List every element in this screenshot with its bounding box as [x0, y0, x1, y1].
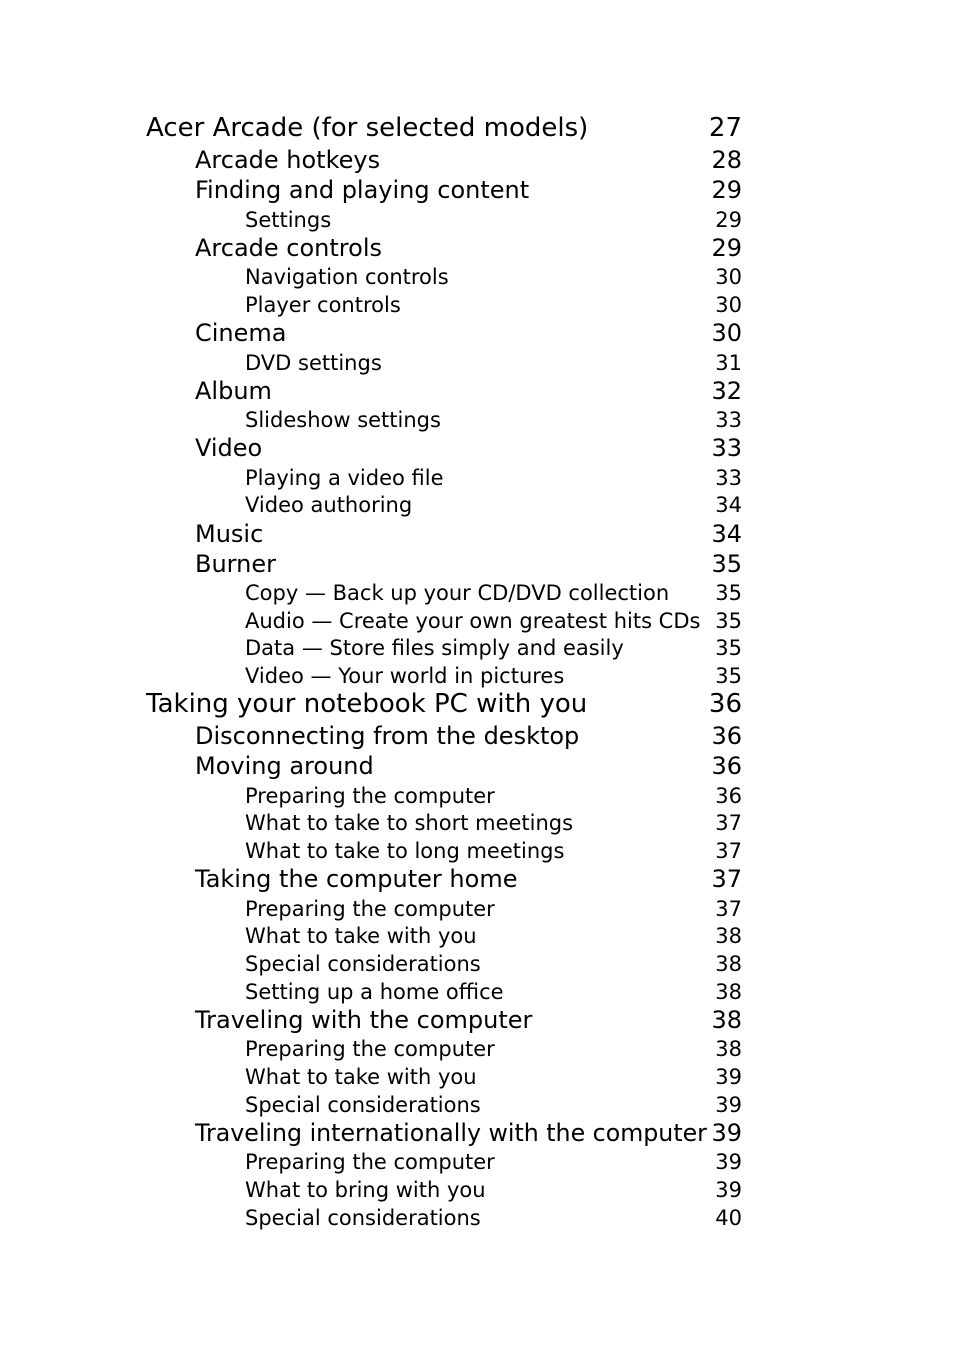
- toc-entry[interactable]: [0, 1206, 954, 1230]
- toc-entry[interactable]: [0, 1119, 954, 1147]
- toc-entry-page: 35: [711, 550, 742, 578]
- toc-entry-page: 31: [715, 351, 742, 375]
- toc-entry-page: 33: [711, 434, 742, 462]
- toc-entry[interactable]: [0, 581, 954, 605]
- toc-entry-title: Burner: [195, 550, 276, 578]
- toc-entry-page: 29: [711, 176, 742, 204]
- toc-entry-page: 37: [715, 897, 742, 921]
- toc-entry[interactable]: [0, 234, 954, 262]
- toc-entry-title: Navigation controls: [245, 265, 449, 289]
- toc-entry[interactable]: [0, 1093, 954, 1117]
- toc-entry[interactable]: [0, 752, 954, 780]
- toc-entry[interactable]: [0, 1178, 954, 1202]
- toc-entry[interactable]: [0, 839, 954, 863]
- toc-entry-page: 39: [715, 1093, 742, 1117]
- toc-entry-page: 35: [715, 636, 742, 660]
- toc-entry-title: Video — Your world in pictures: [245, 664, 565, 688]
- toc-entry-title: Preparing the computer: [245, 1150, 495, 1174]
- toc-entry-page: 29: [715, 208, 742, 232]
- toc-entry-page: 37: [715, 839, 742, 863]
- toc-entry-page: 38: [715, 1037, 742, 1061]
- toc-entry-title: Setting up a home office: [245, 980, 504, 1004]
- toc-entry[interactable]: [0, 319, 954, 347]
- toc-entry[interactable]: [0, 897, 954, 921]
- toc-entry[interactable]: [0, 664, 954, 688]
- toc-entry-title: Player controls: [245, 293, 401, 317]
- toc-entry-page: 34: [715, 493, 742, 517]
- toc-entry-title: What to bring with you: [245, 1178, 486, 1202]
- toc-entry-page: 38: [715, 952, 742, 976]
- toc-entry-page: 39: [715, 1150, 742, 1174]
- toc-entry-title: Moving around: [195, 752, 374, 780]
- toc-entry-title: Video: [195, 434, 263, 462]
- toc-entry-title: Playing a video file: [245, 466, 444, 490]
- toc-entry-title: Taking the computer home: [195, 865, 518, 893]
- toc-entry-title: Special considerations: [245, 1093, 481, 1117]
- toc-entry-title: Data — Store files simply and easily: [245, 636, 624, 660]
- toc-entry-title: Cinema: [195, 319, 287, 347]
- toc-entry-page: 32: [711, 377, 742, 405]
- toc-entry-title: Video authoring: [245, 493, 413, 517]
- toc-entry[interactable]: [0, 865, 954, 893]
- toc-entry[interactable]: [0, 520, 954, 548]
- toc-entry[interactable]: [0, 980, 954, 1004]
- toc-entry[interactable]: [0, 609, 954, 633]
- toc-entry[interactable]: [0, 377, 954, 405]
- toc-entry-page: 33: [715, 466, 742, 490]
- toc-entry-page: 28: [711, 146, 742, 174]
- toc-entry-page: 35: [715, 609, 742, 633]
- toc-entry-page: 35: [715, 581, 742, 605]
- toc-entry-title: Album: [195, 377, 272, 405]
- toc-entry[interactable]: [0, 208, 954, 232]
- toc-entry-page: 30: [711, 319, 742, 347]
- toc-entry-page: 37: [711, 865, 742, 893]
- toc-entry-title: What to take to long meetings: [245, 839, 565, 863]
- toc-entry[interactable]: [0, 176, 954, 204]
- toc-entry-page: 39: [715, 1178, 742, 1202]
- toc-entry[interactable]: [0, 784, 954, 808]
- toc-entry-title: Music: [195, 520, 264, 548]
- toc-entry[interactable]: [0, 265, 954, 289]
- toc-entry[interactable]: [0, 1065, 954, 1089]
- toc-entry-title: Disconnecting from the desktop: [195, 722, 580, 750]
- toc-entry-page: 39: [715, 1065, 742, 1089]
- toc-entry-page: 39: [711, 1119, 742, 1147]
- toc-entry-title: Preparing the computer: [245, 897, 495, 921]
- toc-entry-title: Arcade hotkeys: [195, 146, 381, 174]
- toc-entry-title: Preparing the computer: [245, 1037, 495, 1061]
- toc-entry[interactable]: [0, 113, 954, 143]
- toc-entry-page: 35: [715, 664, 742, 688]
- toc-entry[interactable]: [0, 811, 954, 835]
- toc-entry-title: Audio — Create your own greatest hits CDs: [245, 609, 701, 633]
- toc-entry-title: What to take with you: [245, 924, 477, 948]
- toc-entry-title: DVD settings: [245, 351, 382, 375]
- toc-entry[interactable]: [0, 689, 954, 719]
- toc-entry[interactable]: [0, 550, 954, 578]
- toc-entry-title: Preparing the computer: [245, 784, 495, 808]
- toc-entry[interactable]: [0, 1150, 954, 1174]
- toc-entry[interactable]: [0, 722, 954, 750]
- toc-entry[interactable]: [0, 924, 954, 948]
- toc-entry-page: 37: [715, 811, 742, 835]
- toc-entry-title: What to take with you: [245, 1065, 477, 1089]
- toc-entry-page: 40: [715, 1206, 742, 1230]
- toc-entry[interactable]: [0, 466, 954, 490]
- toc-entry-page: 29: [711, 234, 742, 262]
- toc-entry-page: 33: [715, 408, 742, 432]
- toc-entry-title: Arcade controls: [195, 234, 382, 262]
- toc-entry-title: Slideshow settings: [245, 408, 441, 432]
- toc-entry[interactable]: [0, 146, 954, 174]
- toc-entry-title: Traveling with the computer: [195, 1006, 533, 1034]
- toc-entry-title: Settings: [245, 208, 332, 232]
- toc-entry-page: 38: [715, 980, 742, 1004]
- toc-entry-title: Acer Arcade (for selected models): [146, 113, 589, 143]
- toc-entry-page: 30: [715, 265, 742, 289]
- toc-entry-page: 36: [711, 752, 742, 780]
- toc-entry[interactable]: [0, 1006, 954, 1034]
- toc-entry[interactable]: [0, 493, 954, 517]
- toc-entry-page: 34: [711, 520, 742, 548]
- toc-entry[interactable]: [0, 351, 954, 375]
- toc-entry-title: What to take to short meetings: [245, 811, 574, 835]
- toc-entry[interactable]: [0, 408, 954, 432]
- toc-entry-title: Copy — Back up your CD/DVD collection: [245, 581, 670, 605]
- toc-entry-title: Special considerations: [245, 952, 481, 976]
- toc-entry-page: 36: [715, 784, 742, 808]
- toc-entry-page: 36: [711, 722, 742, 750]
- toc-entry-title: Traveling internationally with the computer: [195, 1119, 707, 1147]
- toc-entry-page: 38: [711, 1006, 742, 1034]
- toc-entry-title: Finding and playing content: [195, 176, 530, 204]
- toc-entry-title: Taking your notebook PC with you: [146, 689, 588, 719]
- toc-entry-page: 36: [708, 689, 742, 719]
- toc-entry[interactable]: [0, 636, 954, 660]
- toc-entry-page: 27: [708, 113, 742, 143]
- toc-entry[interactable]: [0, 1037, 954, 1061]
- toc-entry[interactable]: [0, 952, 954, 976]
- toc-entry-page: 38: [715, 924, 742, 948]
- toc-entry-title: Special considerations: [245, 1206, 481, 1230]
- toc-entry[interactable]: [0, 434, 954, 462]
- toc-entry-page: 30: [715, 293, 742, 317]
- toc-entry[interactable]: [0, 293, 954, 317]
